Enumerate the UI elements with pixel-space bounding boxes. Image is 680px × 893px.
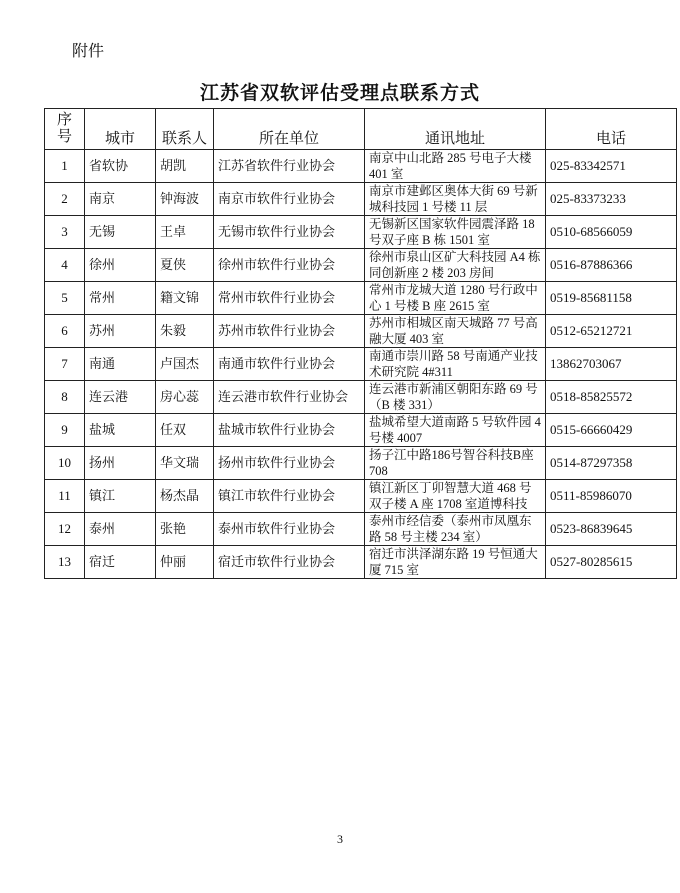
cell-address: 常州市龙城大道 1280 号行政中心 1 号楼 B 座 2615 室: [365, 282, 546, 315]
cell-contact: 胡凯: [156, 150, 214, 183]
table-row: [45, 315, 677, 348]
header-contact: 联系人: [156, 109, 214, 150]
cell-phone: 0523-86839645: [546, 513, 677, 546]
cell-contact: 朱毅: [156, 315, 214, 348]
header-seq: 序号: [45, 109, 85, 150]
cell-seq: 12: [45, 513, 85, 546]
cell-phone: 0512-65212721: [546, 315, 677, 348]
cell-city: 常州: [85, 282, 156, 315]
cell-address: 宿迁市洪泽湖东路 19 号恒通大厦 715 室: [365, 546, 546, 579]
cell-city: 连云港: [85, 381, 156, 414]
table-row: [45, 414, 677, 447]
header-address: 通讯地址: [365, 109, 546, 150]
cell-phone: 025-83342571: [546, 150, 677, 183]
cell-seq: 7: [45, 348, 85, 381]
cell-contact: 王卓: [156, 216, 214, 249]
contact-table: [44, 108, 677, 579]
cell-city: 苏州: [85, 315, 156, 348]
cell-city: 泰州: [85, 513, 156, 546]
cell-seq: 3: [45, 216, 85, 249]
cell-contact: 仲丽: [156, 546, 214, 579]
cell-address: 南京中山北路 285 号电子大楼 401 室: [365, 150, 546, 183]
cell-city: 省软协: [85, 150, 156, 183]
cell-seq: 8: [45, 381, 85, 414]
cell-address: 徐州市泉山区矿大科技园 A4 栋同创新座 2 楼 203 房间: [365, 249, 546, 282]
cell-contact: 华文瑞: [156, 447, 214, 480]
header-phone: 电话: [546, 109, 677, 150]
cell-unit: 连云港市软件行业协会: [214, 381, 365, 414]
cell-phone: 0514-87297358: [546, 447, 677, 480]
cell-seq: 4: [45, 249, 85, 282]
cell-unit: 镇江市软件行业协会: [214, 480, 365, 513]
cell-phone: 0515-66660429: [546, 414, 677, 447]
cell-city: 扬州: [85, 447, 156, 480]
cell-city: 徐州: [85, 249, 156, 282]
attachment-label: 附件: [72, 43, 105, 60]
cell-phone: 13862703067: [546, 348, 677, 381]
cell-contact: 房心蕊: [156, 381, 214, 414]
table-row: [45, 447, 677, 480]
cell-unit: 扬州市软件行业协会: [214, 447, 365, 480]
cell-unit: 苏州市软件行业协会: [214, 315, 365, 348]
cell-seq: 5: [45, 282, 85, 315]
cell-city: 镇江: [85, 480, 156, 513]
header-city: 城市: [85, 109, 156, 150]
cell-unit: 南通市软件行业协会: [214, 348, 365, 381]
cell-contact: 籍文锦: [156, 282, 214, 315]
page-number: 3: [337, 832, 343, 846]
cell-city: 南京: [85, 183, 156, 216]
cell-contact: 杨杰晶: [156, 480, 214, 513]
table-row: [45, 480, 677, 513]
cell-unit: 盐城市软件行业协会: [214, 414, 365, 447]
table-row: [45, 513, 677, 546]
table-row: [45, 216, 677, 249]
cell-city: 南通: [85, 348, 156, 381]
cell-phone: 0519-85681158: [546, 282, 677, 315]
cell-unit: 常州市软件行业协会: [214, 282, 365, 315]
cell-seq: 2: [45, 183, 85, 216]
cell-seq: 11: [45, 480, 85, 513]
table-row: [45, 249, 677, 282]
cell-address: 镇江新区丁卯智慧大道 468 号双子楼 A 座 1708 室道博科技: [365, 480, 546, 513]
cell-address: 苏州市相城区南天城路 77 号高融大厦 403 室: [365, 315, 546, 348]
cell-city: 无锡: [85, 216, 156, 249]
table-row: [45, 348, 677, 381]
table-row: [45, 546, 677, 579]
cell-contact: 张艳: [156, 513, 214, 546]
cell-address: 盐城希望大道南路 5 号软件园 4 号楼 4007: [365, 414, 546, 447]
cell-contact: 任双: [156, 414, 214, 447]
table-row: [45, 150, 677, 183]
cell-seq: 6: [45, 315, 85, 348]
cell-address: 扬子江中路186号智谷科技B座708: [365, 447, 546, 480]
cell-seq: 1: [45, 150, 85, 183]
cell-unit: 宿迁市软件行业协会: [214, 546, 365, 579]
cell-phone: 0527-80285615: [546, 546, 677, 579]
cell-contact: 卢国杰: [156, 348, 214, 381]
cell-phone: 0510-68566059: [546, 216, 677, 249]
cell-seq: 13: [45, 546, 85, 579]
cell-city: 盐城: [85, 414, 156, 447]
cell-unit: 无锡市软件行业协会: [214, 216, 365, 249]
cell-address: 泰州市经信委（泰州市凤凰东路 58 号主楼 234 室）: [365, 513, 546, 546]
table-header-row: [45, 109, 677, 150]
cell-address: 南通市崇川路 58 号南通产业技术研究院 4#311: [365, 348, 546, 381]
cell-contact: 夏侠: [156, 249, 214, 282]
cell-city: 宿迁: [85, 546, 156, 579]
cell-address: 无锡新区国家软件园震泽路 18 号双子座 B 栋 1501 室: [365, 216, 546, 249]
cell-phone: 0518-85825572: [546, 381, 677, 414]
cell-address: 连云港市新浦区朝阳东路 69 号（B 楼 331）: [365, 381, 546, 414]
cell-unit: 江苏省软件行业协会: [214, 150, 365, 183]
cell-phone: 0516-87886366: [546, 249, 677, 282]
cell-contact: 钟海波: [156, 183, 214, 216]
cell-phone: 025-83373233: [546, 183, 677, 216]
cell-address: 南京市建邺区奥体大街 69 号新城科技园 1 号楼 11 层: [365, 183, 546, 216]
table-row: [45, 381, 677, 414]
document-title: 江苏省双软评估受理点联系方式: [199, 83, 480, 104]
table-row: [45, 183, 677, 216]
table-row: [45, 282, 677, 315]
cell-unit: 南京市软件行业协会: [214, 183, 365, 216]
cell-seq: 9: [45, 414, 85, 447]
cell-phone: 0511-85986070: [546, 480, 677, 513]
cell-unit: 泰州市软件行业协会: [214, 513, 365, 546]
header-unit: 所在单位: [214, 109, 365, 150]
cell-unit: 徐州市软件行业协会: [214, 249, 365, 282]
cell-seq: 10: [45, 447, 85, 480]
